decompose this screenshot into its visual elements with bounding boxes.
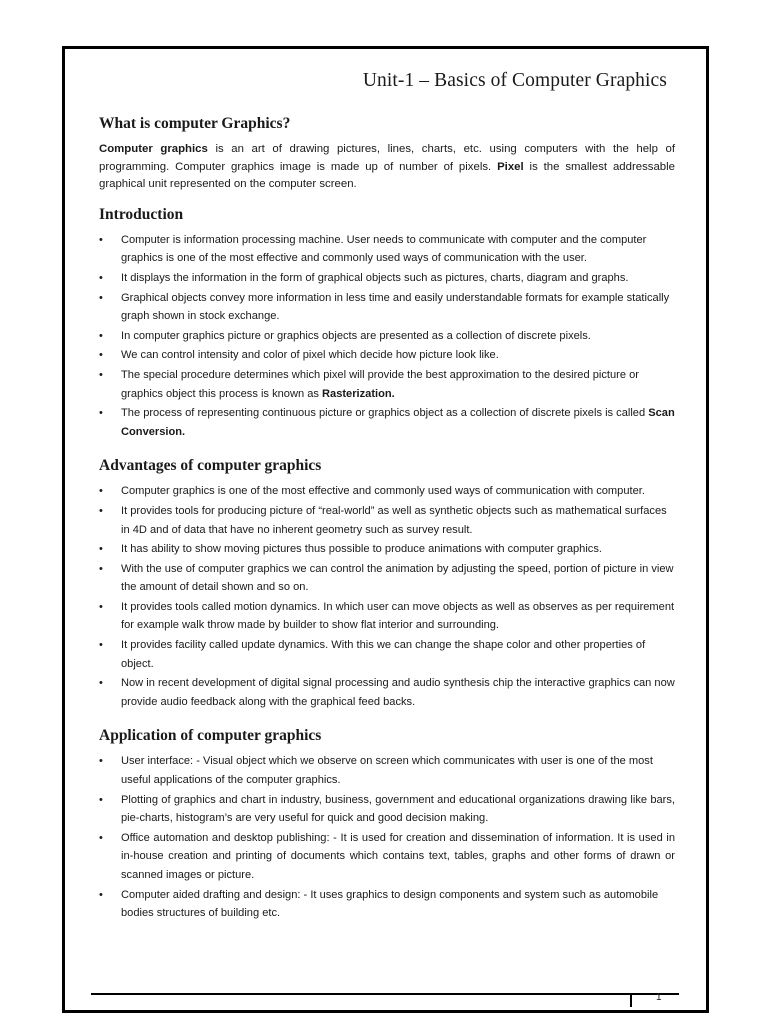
list-item [99, 598, 675, 635]
list-item [99, 366, 675, 403]
list-item-text: Now in recent development of digital signal processing and audio synthesis chip the interactive graphics can now provide audio feedback along with the graphical feed backs. [121, 677, 675, 708]
definition-paragraph [99, 141, 675, 194]
bullet-icon: • [99, 485, 103, 498]
term-pixel: Pixel [497, 160, 524, 173]
term-rasterization: Rasterization. [322, 387, 395, 400]
list-item-text: With the use of computer graphics we can control the animation by adjusting the speed, portion of picture in view the amount of detail shown and so on. [121, 562, 674, 594]
bullet-icon: • [99, 368, 103, 381]
term-computer-graphics: Computer graphics [99, 143, 208, 155]
list-item-text: It provides facility called update dynamics. With this we can change the shape color and other properties of object. [121, 639, 646, 670]
list-item-text: It provides tools for producing picture of “real-world” as well as synthetic objects such as mathematical surfaces in 4D and of data that have no inherent geometry such as survey result. [121, 504, 667, 536]
footer-rule [91, 993, 679, 995]
term-scan-conversion: Scan Conversion. [121, 407, 675, 438]
heading-what-is-computer-graphics: What is computer Graphics? [99, 115, 291, 132]
bullet-icon: • [99, 504, 103, 517]
list-item [99, 752, 675, 789]
footer-divider [630, 993, 632, 1007]
list-item [99, 791, 675, 828]
list-item-text: The special procedure determines which pixel will provide the best approximation to the desired picture or graphics object this process is known as [121, 368, 639, 400]
list-item [99, 560, 675, 597]
bullet-icon: • [99, 562, 103, 575]
list-item-text: Computer graphics is one of the most effective and commonly used ways of communication with computer. [121, 485, 645, 498]
bullet-icon: • [99, 407, 103, 420]
list-item [99, 404, 675, 441]
document-content [99, 68, 675, 924]
heading-introduction: Introduction [99, 205, 184, 223]
bullet-icon: • [99, 349, 103, 362]
list-item-text: The process of representing continuous picture or graphics object as a collection of discrete pixels is called [121, 407, 649, 420]
list-item-text: Office automation and desktop publishing: - It is used for creation and dissemination of information. It is used in in-house creation and printing of documents which contains text, tables, graphs and other forms of drawn or scanned images or picture. [121, 831, 675, 881]
definition-text-1: is an art of drawing pictures, lines, charts, etc. using computers with the help of programming. Computer graphics image is made up of number of pixels. [99, 143, 675, 173]
bullet-icon: • [99, 677, 103, 690]
bullet-icon: • [99, 831, 103, 844]
list-item-text: In computer graphics picture or graphics objects are presented as a collection of discrete pixels. [121, 329, 591, 342]
bullet-icon: • [99, 543, 103, 556]
list-item [99, 231, 675, 268]
list-item-text: Computer is information processing machine. User needs to communicate with computer and the computer graphics is one of the most effective and commonly used ways of communication with the user. [121, 233, 647, 265]
heading-applications: Application of computer graphics [99, 727, 322, 745]
list-item-text: User interface: - Visual object which we observe on screen which communicates with user is one of the most useful applications of the computer graphics. [121, 755, 653, 787]
bullet-icon: • [99, 329, 103, 342]
definition-text-2: is the smallest addressable graphical unit represented on the computer screen. [99, 160, 676, 191]
list-item [99, 829, 675, 885]
list-item-text: It displays the information in the form of graphical objects such as pictures, charts, diagram and graphs. [121, 271, 629, 284]
page-number: 1 [656, 992, 662, 1003]
advantages-list [99, 482, 675, 711]
list-item [99, 674, 675, 711]
list-item [99, 482, 675, 501]
list-item-text: It provides tools called motion dynamics. In which user can move objects as well as observes as per requirement for example walk throw made by builder to show flat interior and surrounding. [121, 600, 675, 632]
list-item [99, 886, 675, 923]
list-item [99, 636, 675, 673]
bullet-icon: • [99, 600, 103, 613]
list-item [99, 540, 675, 559]
list-item [99, 346, 675, 365]
list-item-text: Graphical objects convey more information in less time and easily understandable formats for example statically graph shown in stock exchange. [121, 291, 670, 323]
bullet-icon: • [99, 271, 103, 284]
heading-advantages: Advantages of computer graphics [99, 457, 322, 475]
list-item [99, 269, 675, 288]
bullet-icon: • [99, 755, 103, 768]
bullet-icon: • [99, 291, 103, 304]
list-item [99, 327, 675, 346]
bullet-icon: • [99, 233, 103, 246]
list-item [99, 502, 675, 539]
introduction-list [99, 231, 675, 442]
list-item-text: Plotting of graphics and chart in industry, business, government and educational organizations drawing like bars, pie-charts, histogram’s are very useful for quick and good decision making. [121, 793, 675, 825]
bullet-icon: • [99, 888, 103, 901]
list-item-text: It has ability to show moving pictures thus possible to produce animations with computer graphics. [121, 543, 602, 556]
unit-title: Unit-1 – Basics of Computer Graphics [362, 70, 667, 91]
applications-list [99, 752, 675, 922]
list-item-text: Computer aided drafting and design: - It uses graphics to design components and system such as automobile bodies structures of building etc. [121, 888, 659, 920]
bullet-icon: • [99, 639, 103, 652]
list-item-text: We can control intensity and color of pixel which decide how picture look like. [121, 349, 499, 362]
list-item [99, 289, 675, 326]
bullet-icon: • [99, 793, 103, 806]
